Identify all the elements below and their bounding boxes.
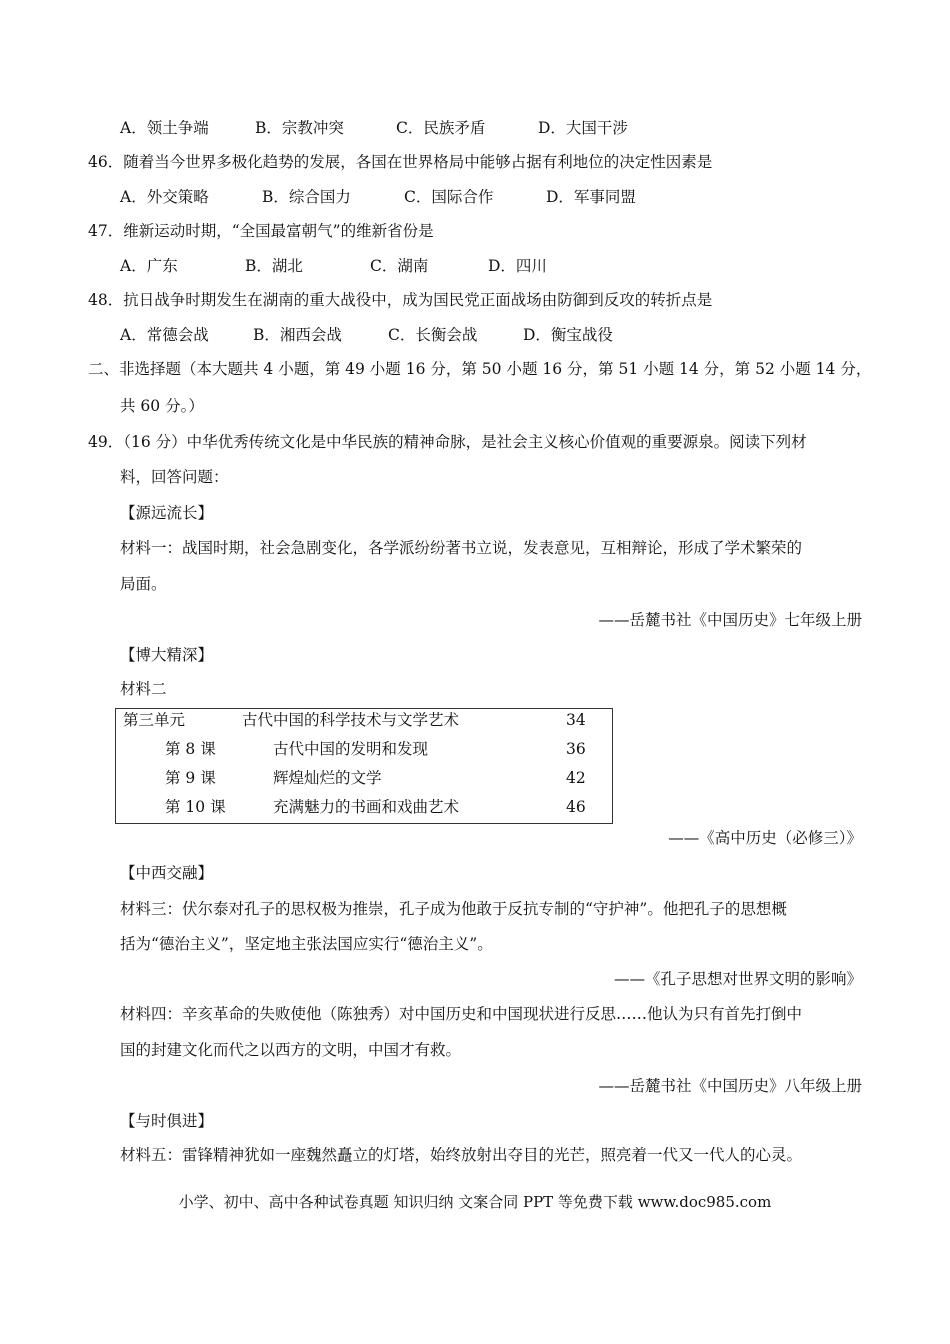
toc-page: 46 <box>566 798 586 816</box>
toc-row <box>116 797 612 817</box>
material-2-label: 材料二 <box>120 680 167 698</box>
heading-boda: 【博大精深】 <box>120 646 214 664</box>
material-3-source: ——《孔子思想对世界文明的影响》 <box>613 970 862 988</box>
q46-option-c: C．国际合作 <box>404 188 494 206</box>
q46-stem: 46．随着当今世界多极化趋势的发展，各国在世界格局中能够占据有利地位的决定性因素是 <box>88 153 713 171</box>
toc-title: 充满魅力的书画和戏曲艺术 <box>273 798 460 816</box>
material-3: 材料三：伏尔泰对孔子的思权极为推崇，孔子成为他敢于反抗专制的“守护神”。他把孔子的思想概 <box>120 900 787 918</box>
q47-option-c: C．湖南 <box>370 257 429 275</box>
q47-option-b: B．湖北 <box>245 257 303 275</box>
toc-box <box>115 708 613 824</box>
toc-unit: 第 10 课 <box>165 798 226 816</box>
toc-row <box>116 768 612 788</box>
material-4-cont: 国的封建文化而代之以西方的文明，中国才有救。 <box>120 1041 462 1059</box>
q45-option-c: C．民族矛盾 <box>396 119 486 137</box>
q48-option-b: B．湘西会战 <box>253 326 342 344</box>
toc-title: 辉煌灿烂的文学 <box>273 769 382 787</box>
q46-option-b: B．综合国力 <box>262 188 351 206</box>
material-1: 材料一：战国时期，社会急剧变化，各学派纷纷著书立说，发表意见，互相辩论，形成了学术繁荣的 <box>120 539 803 557</box>
q48-stem: 48．抗日战争时期发生在湖南的重大战役中，成为国民党正面战场由防御到反攻的转折点是 <box>88 291 713 309</box>
toc-row <box>116 710 612 730</box>
q46-option-a: A．外交策略 <box>120 188 209 206</box>
section2-heading-cont: 共 60 分。） <box>120 397 204 415</box>
heading-zhongxi: 【中西交融】 <box>120 864 214 882</box>
toc-page: 34 <box>566 711 586 729</box>
material-5: 材料五：雷锋精神犹如一座魏然矗立的灯塔，始终放射出夺目的光芒，照亮着一代又一代人的心灵。 <box>120 1146 803 1164</box>
material-4-source: ——岳麓书社《中国历史》八年级上册 <box>598 1077 862 1095</box>
section2-heading: 二、非选择题（本大题共 4 小题，第 49 小题 16 分，第 50 小题 16 分，第 51 小题 14 分，第 52 小题 14 分， <box>88 360 872 378</box>
q48-option-a: A．常德会战 <box>120 326 209 344</box>
material-3-cont: 括为“德治主义”，坚定地主张法国应实行“德治主义”。 <box>120 935 493 953</box>
q45-option-d: D．大国干涉 <box>538 119 628 137</box>
heading-yushi: 【与时俱进】 <box>120 1112 214 1130</box>
q47-stem: 47．维新运动时期，“全国最富朝气”的维新省份是 <box>88 222 434 240</box>
heading-yuanyuan: 【源远流长】 <box>120 504 214 522</box>
q46-option-d: D．军事同盟 <box>546 188 636 206</box>
material-1-source: ——岳麓书社《中国历史》七年级上册 <box>598 611 862 629</box>
toc-unit: 第三单元 <box>123 711 186 729</box>
q45-option-b: B．宗教冲突 <box>255 119 344 137</box>
toc-title: 古代中国的科学技术与文学艺术 <box>242 711 460 729</box>
page-footer: 小学、初中、高中各种试卷真题 知识归纳 文案合同 PPT 等免费下载 www.doc985.com <box>178 1193 772 1211</box>
material-4: 材料四：辛亥革命的失败使他（陈独秀）对中国历史和中国现状进行反思……他认为只有首先打倒中 <box>120 1005 803 1023</box>
q47-option-a: A．广东 <box>120 257 178 275</box>
toc-page: 42 <box>566 769 586 787</box>
q48-option-d: D．衡宝战役 <box>523 326 613 344</box>
toc-row <box>116 739 612 759</box>
toc-title: 古代中国的发明和发现 <box>273 740 429 758</box>
q49-stem-cont: 料，回答问题： <box>120 468 229 486</box>
toc-unit: 第 9 课 <box>165 769 216 787</box>
material-1-cont: 局面。 <box>120 575 167 593</box>
q49-stem: 49．（16 分）中华优秀传统文化是中华民族的精神命脉，是社会主义核心价值观的重要源泉。阅读下列材 <box>88 433 807 451</box>
material-2-source: ——《高中历史（必修三）》 <box>668 829 862 847</box>
q45-option-a: A．领土争端 <box>120 119 209 137</box>
q47-option-d: D．四川 <box>488 257 547 275</box>
q48-option-c: C．长衡会战 <box>388 326 478 344</box>
toc-unit: 第 8 课 <box>165 740 216 758</box>
toc-page: 36 <box>566 740 586 758</box>
